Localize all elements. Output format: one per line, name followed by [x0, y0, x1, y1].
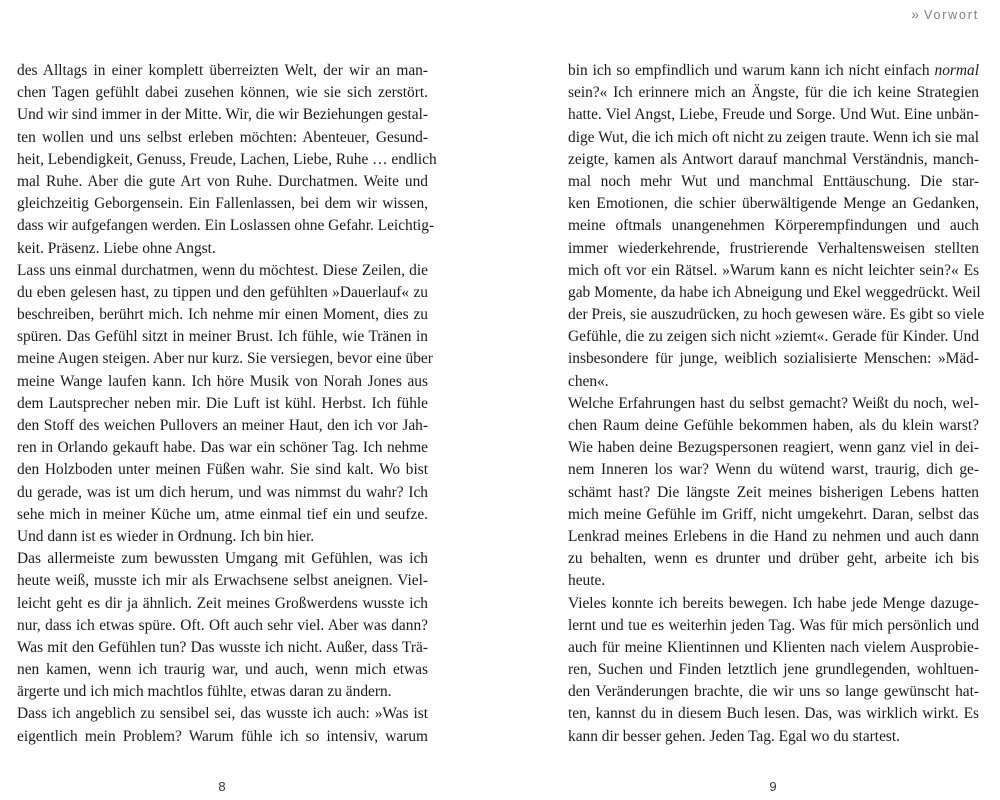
- right-page-body: [568, 60, 985, 748]
- section-title: Vorwort: [924, 8, 979, 22]
- text-line: beschreiben, berührt mich. Ich nehme mir einen Moment, dies zu: [17, 306, 428, 324]
- text-line: dass wir aufgefangen werden. Ein Loslassen ohne Gefahr. Leichtig-: [17, 217, 435, 235]
- text-line: [568, 60, 979, 82]
- text-line: ken Emotionen, die schier überwältigende Menge an Gedanken,: [568, 195, 979, 213]
- text-line: Gefühle, die zu zeigen sich nicht »ziemt«. Gerade für Kinder. Und: [568, 328, 979, 346]
- text-line: meine Augen steigen. Aber nur kurz. Sie versiegen, bevor eine über: [17, 350, 433, 368]
- text-line: Lenkrad meines Erlebens in die Hand zu nehmen und auch dann: [568, 527, 979, 545]
- text-line: du gerade, was ist um dich herum, und was nimmst du wahr? Ich: [17, 483, 428, 501]
- text-line: spüren. Das Gefühl sitzt in meiner Brust. Ich fühle, wie Tränen in: [17, 328, 428, 346]
- text-line: sein?« Ich erinnere mich an Ängste, für die ich keine Strategien: [568, 84, 979, 102]
- text-line: meine Wange laufen kann. Ich höre Musik von Norah Jones aus: [17, 372, 428, 390]
- text-line: Wie haben deine Bezugspersonen reagiert, wenn ganz viel in dei-: [568, 439, 979, 457]
- text-line: ren, Suchen und Finden letztlich jene grundlegenden, wohltuen-: [568, 661, 979, 679]
- text-line: gab Momente, da habe ich Abneigung und Ekel weggedrückt. Weil: [568, 283, 981, 301]
- text-line: dige Wut, die ich mich oft nicht zu zeigen traute. Wenn ich sie mal: [568, 128, 979, 146]
- text-line: den Holzboden unter meinen Füßen wahr. Sie sind kalt. Wo bist: [17, 461, 428, 479]
- text-line: sehe mich in meiner Küche um, atme einmal tief ein und seufze.: [17, 505, 428, 523]
- text-line: kann dir besser gehen. Jeden Tag. Egal wo du startest.: [568, 727, 901, 745]
- text-line: dem Lautsprecher neben mir. Die Luft ist kühl. Herbst. Ich fühle: [17, 394, 428, 412]
- text-line: auch für meine Klientinnen und Klienten nach vielem Ausprobie-: [568, 638, 979, 656]
- page-number-left: 8: [218, 779, 226, 794]
- text-line: insbesondere für junge, weiblich sozialisierte Menschen: »Mäd-: [568, 350, 979, 368]
- text-line: hatte. Viel Angst, Liebe, Freude und Sorge. Und Wut. Eine unbän-: [568, 106, 979, 124]
- text-line: mal noch mehr Wut und manchmal Enttäuschung. Die star-: [568, 172, 979, 190]
- text-line: ren in Orlando gekauft habe. Das war ein schöner Tag. Ich nehme: [17, 439, 428, 457]
- text-line: nem Inneren los war? Wenn du wütend warst, traurig, dich ge-: [568, 461, 979, 479]
- text-line: ten wollen und uns selbst erleben möchten: Abenteuer, Gesund-: [17, 128, 428, 146]
- text-line: zeigte, kamen als Antwort darauf manchmal Verständnis, manch-: [568, 150, 979, 168]
- text-line: Lass uns einmal durchatmen, wenn du möchtest. Diese Zeilen, die: [17, 261, 428, 279]
- text-line: chen«.: [568, 372, 609, 390]
- text-line: schämt hast? Die längste Zeit meines bisherigen Lebens hatten: [568, 483, 979, 501]
- emphasized-word: normal: [934, 62, 979, 79]
- text-line: den Veränderungen brachte, die wir uns so lange gewünscht hat-: [568, 683, 979, 701]
- text-line: Vieles konnte ich bereits bewegen. Ich habe jede Menge dazuge-: [568, 594, 979, 612]
- text-line: mich meine Gefühle im Griff, nicht umgekehrt. Daran, selbst das: [568, 505, 979, 523]
- text-line: du eben gelesen hast, zu tippen und den gefühlten »Dauerlauf« zu: [17, 283, 428, 301]
- text-line: Und wir sind immer in der Mitte. Wir, die wir Beziehungen gestal-: [17, 106, 428, 124]
- text-line: lernt und tue es weiterhin jeden Tag. Was für mich persönlich und: [568, 616, 979, 634]
- page-number-right: 9: [769, 779, 777, 794]
- chevron-icon: »: [911, 6, 920, 22]
- text-line: leicht geht es dir ja ähnlich. Zeit meines Großwerdens wusste ich: [17, 594, 428, 612]
- text-line: mal Ruhe. Aber die gute Art von Ruhe. Durchatmen. Weite und: [17, 172, 428, 190]
- text-line-segment: bin ich so empfindlich und warum kann ich nicht einfach: [568, 62, 935, 79]
- text-line: immer wiederkehrende, frustrierende Verhaltensweisen stellten: [568, 239, 979, 257]
- left-page-body: [17, 60, 437, 748]
- text-line: gleichzeitig Geborgensein. Ein Fallenlassen, bei dem wir wissen,: [17, 195, 428, 213]
- text-line: chen Raum deine Gefühle bekommen haben, als du klein warst?: [568, 417, 979, 434]
- text-line: meine oftmals unangenehmen Körperempfindungen und auch: [568, 217, 979, 235]
- text-line: eigentlich mein Problem? Warum fühle ich so intensiv, warum: [17, 727, 428, 745]
- text-line: den Stoff des weichen Pullovers an meiner Haut, den ich vor Jah-: [17, 417, 428, 434]
- text-line: heit, Lebendigkeit, Genuss, Freude, Lachen, Liebe, Ruhe … endlich: [17, 150, 437, 168]
- text-line: des Alltags in einer komplett überreizten Welt, der wir an man-: [17, 62, 428, 79]
- text-line: chen Tagen gefühlt dabei zusehen können, wie sie sich zerstört.: [17, 84, 428, 102]
- text-line: keit. Präsenz. Liebe ohne Angst.: [17, 239, 216, 257]
- text-line: Und dann ist es wieder in Ordnung. Ich bin hier.: [17, 527, 315, 545]
- text-line: ärgerte und ich mich machtlos fühlte, etwas daran zu ändern.: [17, 683, 392, 701]
- text-line: heute weiß, musste ich mir als Erwachsene selbst aneignen. Viel-: [17, 572, 428, 590]
- text-line: Das allermeiste zum bewussten Umgang mit Gefühlen, was ich: [17, 550, 428, 568]
- running-header: [911, 6, 979, 22]
- text-line: nur, dass ich etwas spüre. Oft. Oft auch sehr viel. Aber was dann?: [17, 616, 428, 634]
- text-line: heute.: [568, 572, 606, 590]
- text-line: Welche Erfahrungen hast du selbst gemacht? Weißt du noch, wel-: [568, 394, 979, 412]
- text-line: ten, kannst du in diesem Buch lesen. Das, was wirklich wirkt. Es: [568, 705, 979, 723]
- text-line: Dass ich angeblich zu sensibel sei, das wusste ich auch: »Was ist: [17, 705, 428, 723]
- text-line: zu behalten, wenn es drunter und drüber geht, arbeite ich bis: [568, 550, 979, 568]
- text-line: Was mit den Gefühlen tun? Das wusste ich nicht. Außer, dass Trä-: [17, 638, 428, 656]
- text-line: der Preis, sie auszudrücken, zu hoch gewesen wäre. Es gibt so viele: [568, 306, 985, 324]
- text-line: mich oft vor ein Rätsel. »Warum kann es nicht leichter sein?« Es: [568, 261, 979, 279]
- text-line: nen kamen, wenn ich traurig war, und auch, wenn mich etwas: [17, 661, 428, 679]
